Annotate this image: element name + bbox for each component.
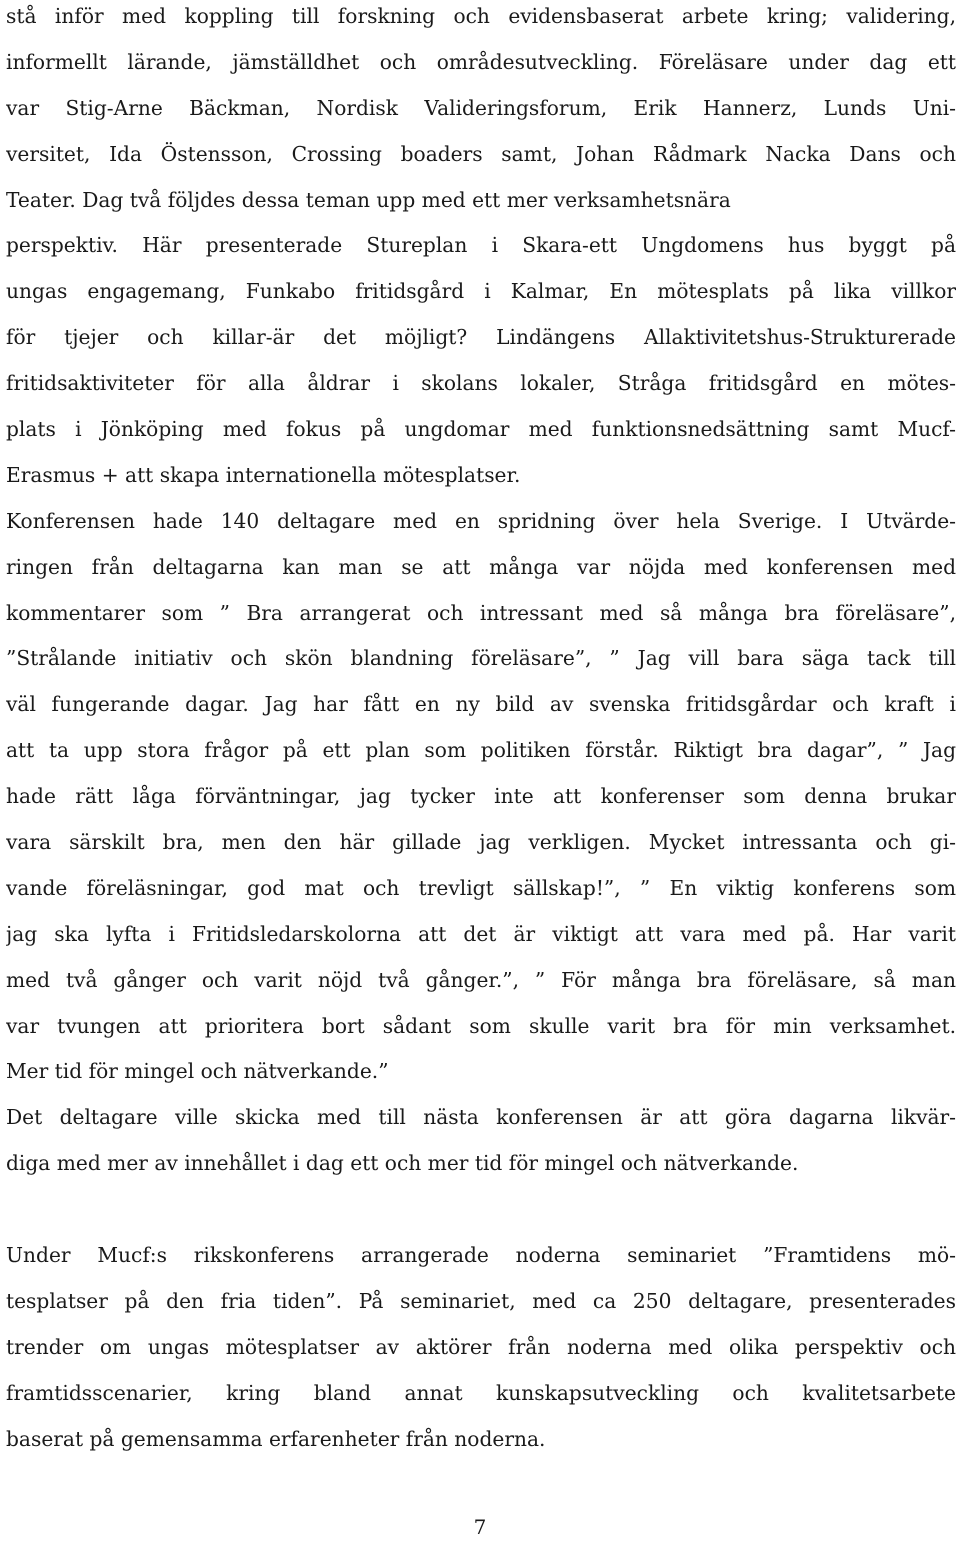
- paragraph-validering: [6, 0, 956, 499]
- text-line: att ta upp stora frågor på ett plan som politiken förstår. Riktigt bra dagar”, ” Jag: [6, 738, 956, 763]
- text-line: Konferensen hade 140 deltagare med en spridning över hela Sverige. I Utvärde-: [6, 508, 956, 533]
- text-line: plats i Jönköping med fokus på ungdomar med funktionsnedsättning samt Mucf-: [6, 417, 956, 442]
- text-line: versitet, Ida Östensson, Crossing boaders samt, Johan Rådmark Nacka Dans och: [6, 141, 956, 166]
- text-line: hade rätt låga förväntningar, jag tycker inte att konferenser som denna brukar: [6, 784, 956, 809]
- text-line: Teater. Dag två följdes dessa teman upp med ett mer verksamhetsnära: [6, 187, 731, 212]
- text-line: vara särskilt bra, men den här gillade jag verkligen. Mycket intressanta och gi-: [6, 830, 956, 855]
- paragraph-utvardering: [6, 499, 956, 1096]
- text-line: för tjejer och killar-är det möjligt? Lindängens Allaktivitetshus-Strukturerade: [6, 325, 956, 350]
- text-line: perspektiv. Här presenterade Stureplan i Skara-ett Ungdomens hus byggt på: [6, 233, 956, 258]
- text-line: vande föreläsningar, god mat och trevligt sällskap!”, ” En viktig konferens som: [6, 875, 956, 900]
- text-line: informellt lärande, jämställdhet och områdesutveckling. Föreläsare under dag ett: [6, 49, 956, 74]
- text-line: diga med mer av innehållet i dag ett och mer tid för mingel och nätverkande.: [6, 1151, 799, 1176]
- text-line: framtidsscenarier, kring bland annat kunskapsutveckling och kvalitetsarbete: [6, 1380, 956, 1405]
- text-line: ungas engagemang, Funkabo fritidsgård i Kalmar, En mötesplats på lika villkor: [6, 279, 956, 304]
- text-line: med två gånger och varit nöjd två gånger.”, ” För många bra föreläsare, så man: [6, 967, 956, 992]
- paragraph-nasta-konferens: [6, 1095, 956, 1187]
- text-line: kommentarer som ” Bra arrangerat och intressant med så många bra föreläsare”,: [6, 600, 956, 625]
- text-line: trender om ungas mötesplatser av aktörer från noderna med olika perspektiv och: [6, 1334, 956, 1359]
- body-text: [6, 0, 956, 1463]
- page-number: 7: [473, 1515, 487, 1539]
- text-line: Mer tid för mingel och nätverkande.”: [6, 1059, 389, 1084]
- text-line: Erasmus + att skapa internationella mötesplatser.: [6, 462, 521, 487]
- text-line: baserat på gemensamma erfarenheter från noderna.: [6, 1426, 546, 1451]
- text-line: stå inför med koppling till forskning och evidensbaserat arbete kring; validering,: [6, 4, 956, 28]
- text-line: tesplatser på den fria tiden”. På seminariet, med ca 250 deltagare, presenterades: [6, 1288, 956, 1313]
- paragraph-rikskonferens: [6, 1233, 956, 1462]
- text-line: var Stig-Arne Bäckman, Nordisk Valideringsforum, Erik Hannerz, Lunds Uni-: [6, 95, 956, 120]
- text-line: var tvungen att prioritera bort sådant som skulle varit bra för min verksamhet.: [6, 1013, 956, 1038]
- text-line: ringen från deltagarna kan man se att många var nöjda med konferensen med: [6, 554, 956, 579]
- paragraph-gap: [6, 1187, 956, 1233]
- text-line: Under Mucf:s rikskonferens arrangerade noderna seminariet ”Framtidens mö-: [6, 1243, 956, 1268]
- text-line: jag ska lyfta i Fritidsledarskolorna att det är viktigt att vara med på. Har varit: [6, 921, 956, 946]
- text-line: ”Strålande initiativ och skön blandning föreläsare”, ” Jag vill bara säga tack till: [6, 646, 956, 671]
- text-line: väl fungerande dagar. Jag har fått en ny bild av svenska fritidsgårdar och kraft i: [6, 692, 956, 717]
- text-line: Det deltagare ville skicka med till nästa konferensen är att göra dagarna likvär-: [6, 1105, 956, 1130]
- text-line: fritidsaktiviteter för alla åldrar i skolans lokaler, Stråga fritidsgård en mötes-: [6, 371, 956, 396]
